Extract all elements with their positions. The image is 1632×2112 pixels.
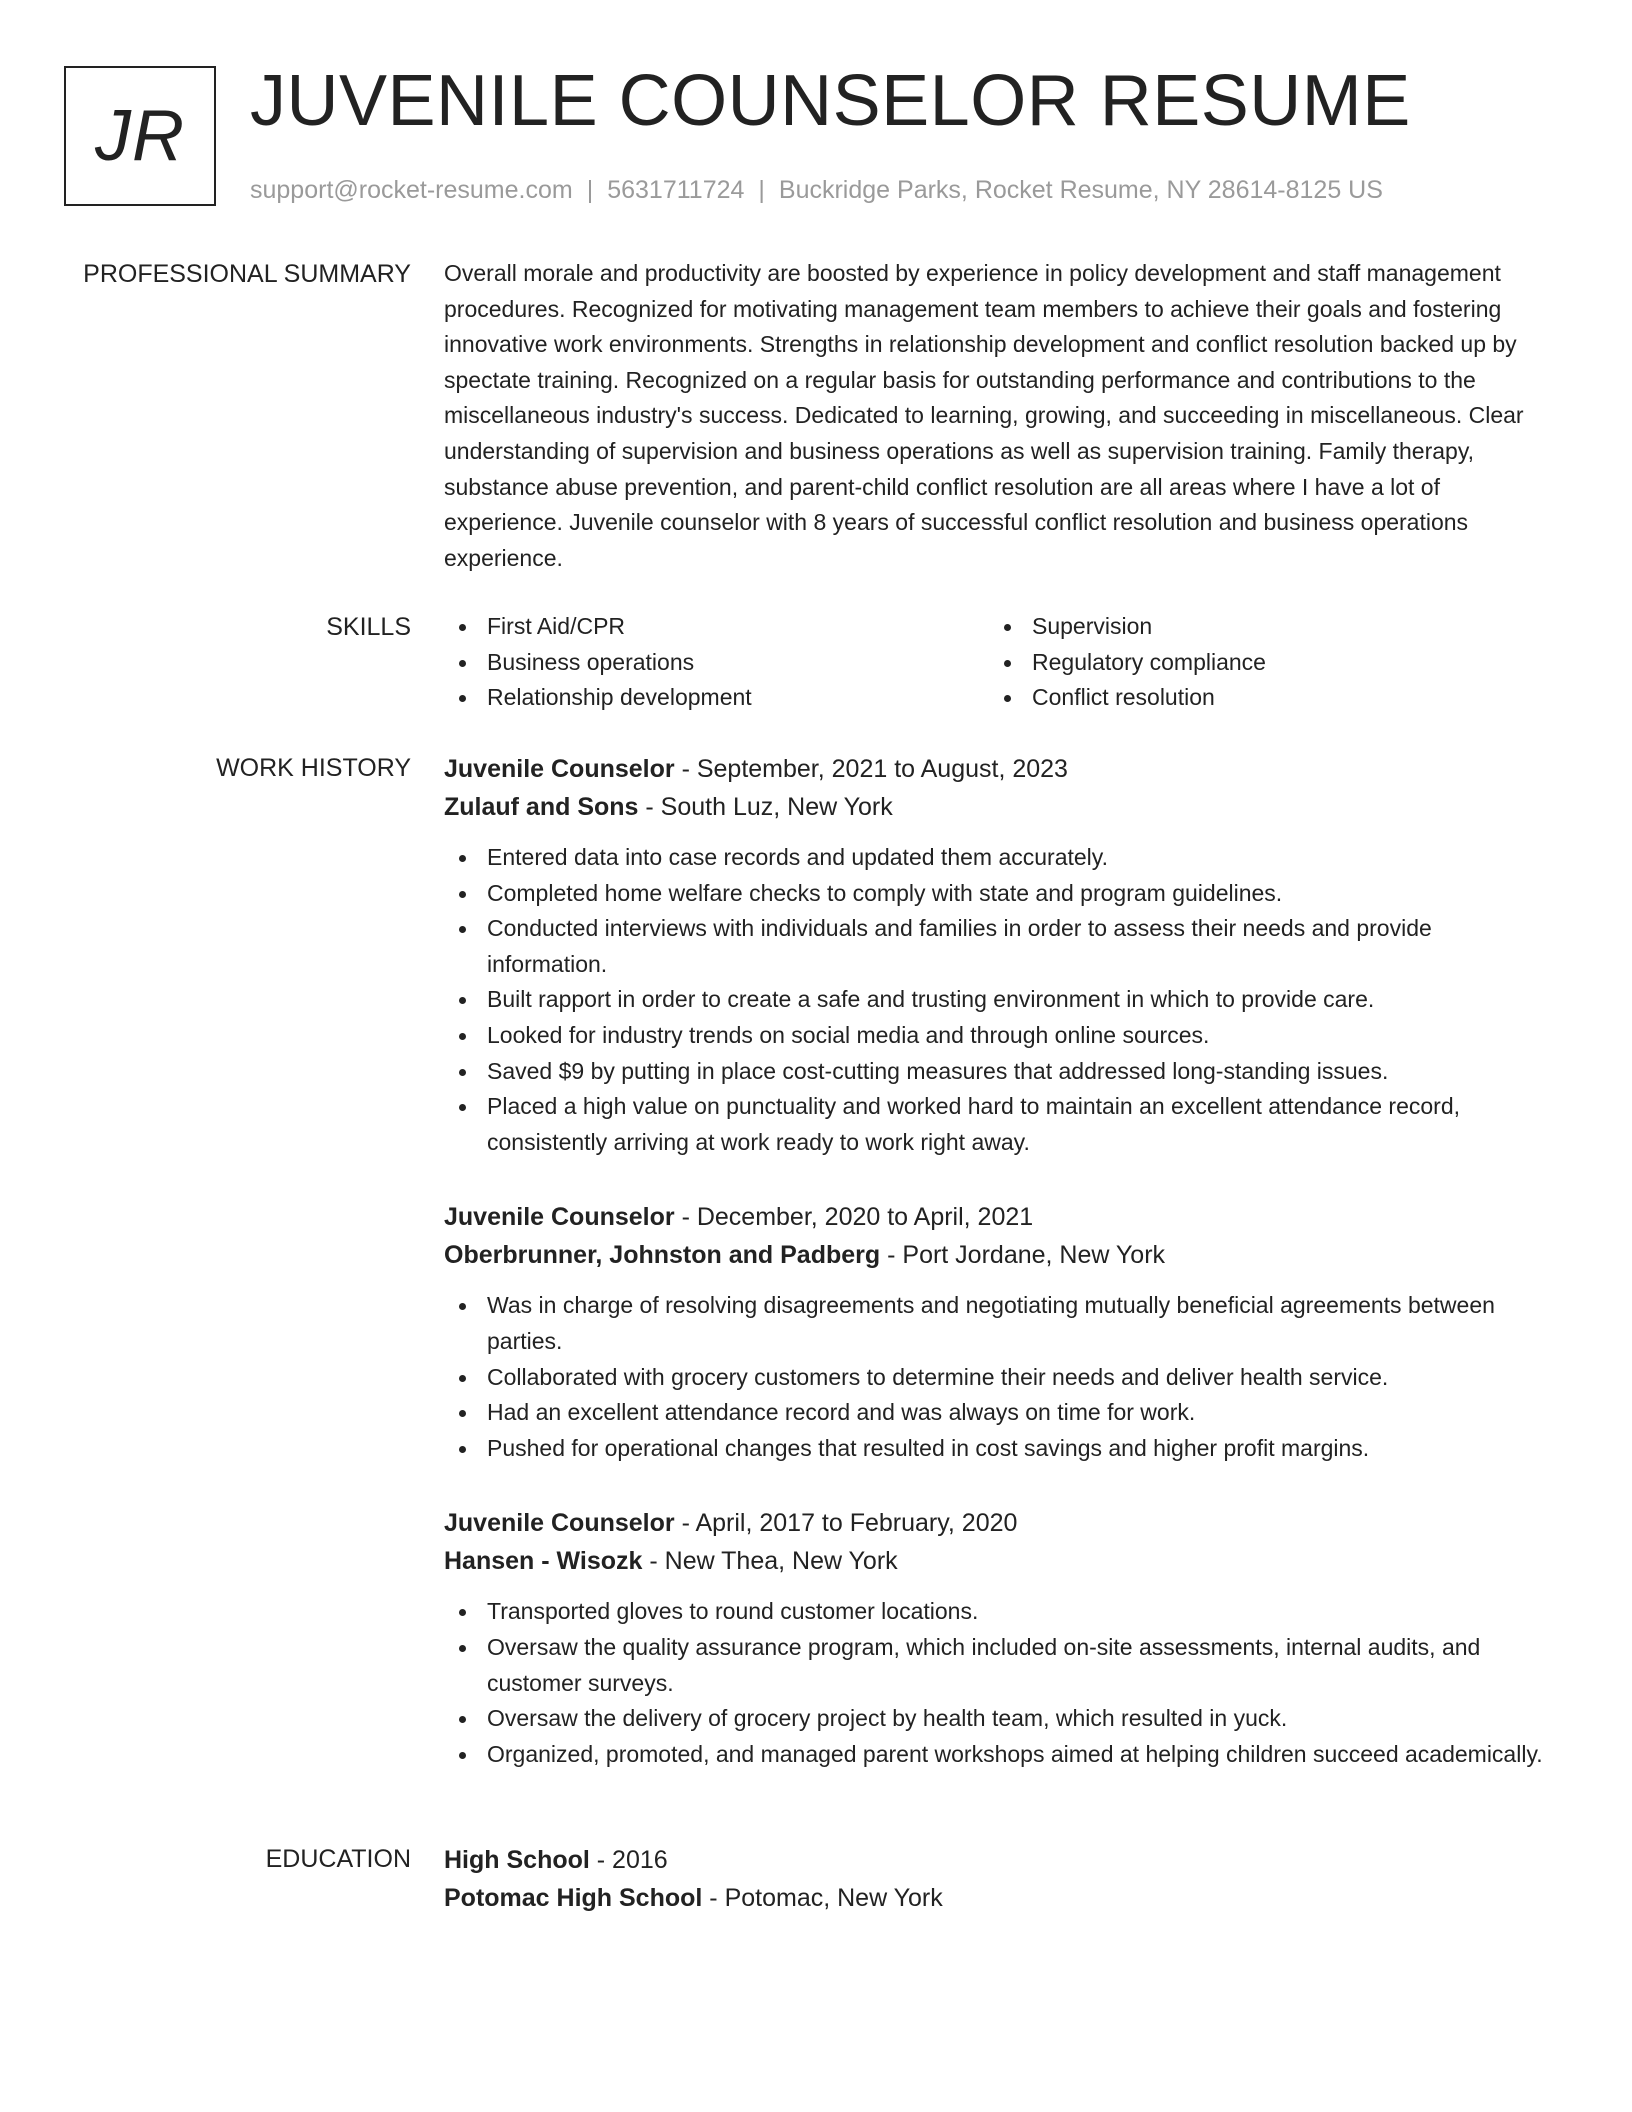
job-company: Zulauf and Sons — [444, 793, 639, 821]
section-label-education: EDUCATION — [265, 1845, 411, 1873]
skill-item: Conflict resolution — [989, 680, 1534, 716]
resume-title: JUVENILE COUNSELOR RESUME — [250, 61, 1411, 141]
job-bullet: Looked for industry trends on social media and through online sources. — [444, 1018, 1550, 1054]
job-bullet: Entered data into case records and updated them accurately. — [444, 840, 1550, 876]
job-title-line — [444, 750, 1550, 788]
job-title-line — [444, 1198, 1550, 1236]
contact-separator: | — [758, 176, 765, 204]
skill-item: Relationship development — [444, 680, 989, 716]
job-bullet: Had an excellent attendance record and was always on time for work. — [444, 1395, 1550, 1431]
job-dates: - April, 2017 to February, 2020 — [674, 1509, 1018, 1538]
job-title: Juvenile Counselor — [444, 755, 675, 783]
job-bullet: Transported gloves to round customer locations. — [444, 1594, 1550, 1630]
job-bullet: Collaborated with grocery customers to determine their needs and deliver health service. — [444, 1360, 1550, 1396]
job-bullet-list — [444, 1288, 1550, 1466]
job-location: - Port Jordane, New York — [880, 1241, 1166, 1270]
job-company-line — [444, 1236, 1550, 1274]
summary-text: Overall morale and productivity are boosted by experience in policy development and staff management procedures. Recognized for motivating management team members to achieve their goals and fostering innovative work environments. Strengths in relationship development and conflict resolution backed up by spectate training. Recognized on a regular basis for outstanding performance and contributions to the miscellaneous industry's success. Dedicated to learning, growing, and succeeding in miscellaneous. Clear understanding of supervision and business operations as well as supervision training. Family therapy, substance abuse prevention, and parent-child conflict resolution are all areas where I have a lot of experience. Juvenile counselor with 8 years of successful conflict resolution and business operations experience. — [444, 260, 1524, 571]
skill-item: Supervision — [989, 609, 1534, 645]
job-title: Juvenile Counselor — [444, 1509, 675, 1538]
section-label-work-history: WORK HISTORY — [216, 754, 411, 782]
education-school: Potomac High School — [444, 1884, 703, 1912]
job-bullet: Oversaw the delivery of grocery project by health team, which resulted in yuck. — [444, 1701, 1550, 1737]
job-title-line — [444, 1504, 1550, 1542]
contact-phone: 5631711724 — [607, 176, 745, 204]
education-year: - 2016 — [589, 1846, 668, 1874]
skills-body — [444, 609, 1550, 716]
job-company: Hansen - Wisozk — [444, 1547, 643, 1576]
contact-separator: | — [586, 176, 594, 204]
job-entry — [444, 1504, 1550, 1772]
contact-email: support@rocket-resume.com — [250, 176, 573, 204]
education-body — [444, 1841, 1550, 1917]
job-company: Oberbrunner, Johnston and Padberg — [444, 1241, 881, 1270]
monogram-box — [64, 66, 216, 206]
job-bullet: Oversaw the quality assurance program, which included on-site assessments, internal audits, and customer surveys. — [444, 1630, 1550, 1701]
job-bullet-list — [444, 1594, 1550, 1772]
skill-item: Regulatory compliance — [989, 645, 1534, 681]
job-location: - New Thea, New York — [642, 1547, 898, 1576]
job-dates: - September, 2021 to August, 2023 — [674, 755, 1068, 783]
job-company-line — [444, 788, 1550, 826]
job-bullet: Placed a high value on punctuality and worked hard to maintain an excellent attendance record, consistently arriving at work ready to work right away. — [444, 1089, 1550, 1160]
skills-column-left — [444, 609, 989, 716]
job-location: - South Luz, New York — [638, 793, 893, 821]
job-bullet: Conducted interviews with individuals and families in order to assess their needs and provide information. — [444, 911, 1550, 982]
skill-item: First Aid/CPR — [444, 609, 989, 645]
work-history-body — [444, 750, 1550, 1810]
section-label-summary: PROFESSIONAL SUMMARY — [83, 260, 411, 288]
education-location: - Potomac, New York — [702, 1884, 943, 1912]
contact-address: Buckridge Parks, Rocket Resume, NY 28614-8125 US — [778, 176, 1383, 204]
section-label-skills: SKILLS — [326, 613, 411, 641]
job-bullet: Was in charge of resolving disagreements and negotiating mutually beneficial agreements between parties. — [444, 1288, 1550, 1359]
job-entry — [444, 750, 1550, 1160]
job-bullet: Completed home welfare checks to comply with state and program guidelines. — [444, 876, 1550, 912]
skills-column-right — [989, 609, 1534, 716]
contact-line — [250, 173, 1383, 207]
job-title: Juvenile Counselor — [444, 1203, 675, 1232]
education-school-line — [444, 1879, 1550, 1917]
skill-item: Business operations — [444, 645, 989, 681]
job-entry — [444, 1198, 1550, 1466]
job-bullet: Saved $9 by putting in place cost-cutting measures that addressed long-standing issues. — [444, 1054, 1550, 1090]
job-bullet: Pushed for operational changes that resulted in cost savings and higher profit margins. — [444, 1431, 1550, 1467]
job-dates: - December, 2020 to April, 2021 — [674, 1203, 1034, 1232]
job-company-line — [444, 1542, 1550, 1580]
job-bullet-list — [444, 840, 1550, 1160]
job-bullet: Built rapport in order to create a safe and trusting environment in which to provide care. — [444, 982, 1550, 1018]
education-degree: High School — [444, 1846, 590, 1874]
education-degree-line — [444, 1841, 1550, 1879]
job-bullet: Organized, promoted, and managed parent workshops aimed at helping children succeed academically. — [444, 1737, 1550, 1773]
skills-grid — [444, 609, 1550, 716]
monogram-initials: JR — [95, 96, 185, 176]
summary-body — [444, 256, 1550, 576]
